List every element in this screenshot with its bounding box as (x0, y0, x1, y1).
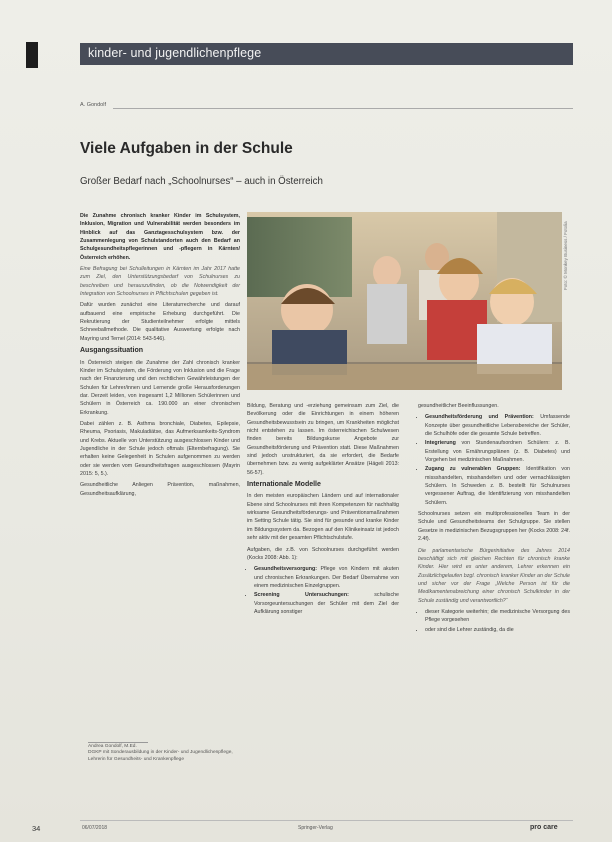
column-3 (418, 402, 570, 637)
author-footnote (88, 744, 238, 763)
list-item-text: schulische Vorsorgeuntersuchungen der Schüler mit dem Ziel der Aufklärung sonstiger (254, 592, 399, 615)
list-item (425, 439, 570, 464)
footnote-text: DGKP mit Sonderausbildung in der Kinder- und Jugendlichenpflege, Lehrerin für Gesundheits- und Krankenpflege (88, 750, 233, 762)
footer-journal: pro care (530, 824, 558, 831)
section-banner (80, 43, 573, 65)
list-item-text: Umfassende Konzepte über gesundheitliche Lebensbereiche der Schüler, die Schulhöfe oder die gesamte Schule betreffen. (425, 414, 570, 438)
list-item-text: Pflege von Kindern mit akuten und chronischen Erkrankungen. Der Bedarf Übernahme von einem medizinischen Einzelgruppen. (254, 566, 399, 589)
section-marker (26, 42, 38, 68)
author-rule (113, 108, 573, 109)
paragraph: Dabei zählen z. B. Asthma bronchiale, Diabetes, Epilepsie, Rheuma, Psoriasis, Makuladiätse, das Aufmerksamkeits-Syndrom und Krebs. Aktuelle von Unterstützung ausgeschlossen Kinder und Jugendliche in der Schule jedoch oftmals (Elternbefragung). Sie erhalten keine Gelegenheit in Schulen aufgenommen zu werden oder sie werden vom Gesundheitsfragen ausgeschlossen (Mayrin 2015: 5, 5.). (80, 420, 240, 477)
author-name: A. Gondolf (80, 102, 106, 108)
article-subtitle: Großer Bedarf nach „Schoolnurses“ – auch in Österreich (80, 176, 323, 187)
paragraph: gesundheitlicher Beeinflussungen. (418, 403, 499, 409)
list-item-head: Screening Untersuchungen: (254, 592, 349, 599)
paragraph: Aufgaben, die z.B. von Schoolnurses durchgeführt werden (Kocks 2008: Abb. 1): (247, 546, 399, 561)
list-item (254, 591, 399, 616)
paragraph: In Österreich steigen die Zunahme der Zahl chronisch kranker Kinder im Schulsystem, die Förderung von Inklusion und die Frage nach der Finanzierung und den rechtlichen Gewährleistungen der Schulen für Lehrer/innen und Lernende große Herausforderungen dar. Derzeit leiden, von insgesamt 1,2 Millionen Schülerinnen und Schülern in Österreich ca. 190.000 an einer chronischen Erkrankung. (80, 359, 240, 416)
page-number: 34 (32, 824, 41, 833)
classroom-photo-illustration (247, 212, 562, 390)
list-item-head: Zugang zu vulnerablen Gruppen: (425, 466, 521, 473)
footer-rule (80, 820, 573, 821)
paragraph: Schoolnurses setzen ein multiprofessionelles Team in der Schule und Gesundheitsteams der Schulgruppe. Sie stellen Gesetze in medizinischen Bezugsgruppen her (Kocks 2008: 24f. 2.4f). (418, 511, 570, 543)
column-2 (247, 402, 399, 619)
task-list (418, 413, 570, 507)
article-photo (247, 212, 562, 390)
paragraph: Dafür wurden zunächst eine Literaturrecherche und darauf aufbauend eine empirische Erhebung durchgeführt. Die Rekrutierung der Studienteilnehmer erfolgte mittels Schneeballmethode. Die qualitative Auswertung erfolgte nach Mayring und Ternel (2014: 543-546). (80, 302, 240, 342)
section-heading: Internationale Modelle (247, 481, 321, 489)
list-item (425, 413, 570, 438)
list-item-head: Gesundheitsversorgung: (254, 566, 317, 573)
footnote-name: Andrea Gondolf, M.Ed. (88, 744, 137, 749)
footnote-rule (88, 742, 148, 743)
intro-paragraph: Die Zunahme chronisch kranker Kinder im Schulsystem, Inklusion, Migration und Vulnerabilität werden besonders im Hinblick auf das Ganztagesschulsystem bzw. der Zusammenlegung von Schulstandorten auch den Bedarf an Schulgesundheitspflegerinnen und -pflegern in Kärnten/Österreich erhöhen. (80, 213, 240, 261)
list-item: • oder sind die Lehrer zuständig, da die (425, 626, 570, 634)
list-item-head: Gesundheitsförderung und Prävention: (425, 414, 534, 421)
list-item (254, 565, 399, 590)
paragraph: Die parlamentarische Bürgerinitiative des Jahres 2014 beschäftigt sich mit gleichen Rechten für chronisch kranke Kinder. Hier wird es unter anderem, Lehrer erkennen ein Zusätzlichgelaufen bzgl. chronisch kranker Kinder an der Schule und sicher vor der Frage „Welche Person ist für die Medikamentenabreichung einer chronisch Schulkinder in der Schule zuständig und verantwortlich?“ (418, 547, 570, 604)
section-label: kinder- und jugendlichenpflege (88, 46, 262, 60)
list-item-head: Integrierung (425, 440, 456, 447)
footer-publisher: Springer-Verlag (298, 825, 333, 831)
paragraph: Bildung, Beratung und -erziehung gemeinsam zum Ziel, die Bevölkerung oder die Einrichtungen in einem höheren Gesundheitsbewusstsein zu bringen, um Krankheiten möglichst nicht entstehen zu lassen. Im österreichischen Schulwesen finden bereits Bildungskurse Angebote zur Gesundheitsförderung und Prävention statt. Diese Maßnahmen sind jedoch unstrukturiert, da sie erfordert, die Bedarfe übernehmen bzw. zu wenig aufgeklärter Ansätze (Hägeli 2013: 56-57). (247, 403, 399, 476)
paragraph: Gesundheitliche Anliegen Prävention, maßnahmen, Gesundheitsaufklärung, (80, 482, 240, 497)
section-heading: Ausgangssituation (80, 347, 144, 355)
list-item-text: von Stundenaufsordnen Schülern: z. B. Erstellung von Ernährungsplänen (z. B. Diabetes) und Vorgehen bei medizinischen Maßnahmen. (425, 440, 570, 464)
paragraph: In den meisten europäischen Ländern und auf internationaler Ebene sind Schoolnurses mit ihren Kompetenzen für nachhaltig wirksame Gesundheitsförderungs- und Präventionsmaßnahmen im Setting Schule tätig. Sie sind für gesunde und kranke Kinder im Bildungssystem da. Bezogen auf den Klinikeinsatz ist jedoch sehr aktiv mit der gesamten Pflichtschulstufe. (247, 493, 399, 542)
task-list (247, 565, 399, 616)
paragraph: Eine Befragung bei Schulleitungen in Kärnten im Jahr 2017 hatte zum Ziel, den Unterstützungsbedarf von Schulnurses zu beschreiben und herauszufinden, ob die Notwendigkeit der Integration von Schoolnurses in Pflichtschulen gegeben ist. (80, 266, 240, 298)
list-item (425, 465, 570, 507)
article-title: Viele Aufgaben in der Schule (80, 140, 293, 157)
list-item-text: Identifikation von missshandelten, misshandelten und oder vernachlässigten Schülern. In Schweden z. B. bestellt für Schulnurses vergessener Auftrag, die Identifizierung von misshandelten Schülern. (425, 466, 570, 506)
task-list (418, 608, 570, 634)
photo-credit: Foto: © Monkey Business / Fotolia (563, 221, 568, 290)
column-1 (80, 212, 240, 501)
list-item: • dieser Kategorie weiterhin; die medizinische Versorgung des Pflege vorgesehen (425, 608, 570, 625)
footer-date: 06/07/2018 (82, 825, 108, 831)
